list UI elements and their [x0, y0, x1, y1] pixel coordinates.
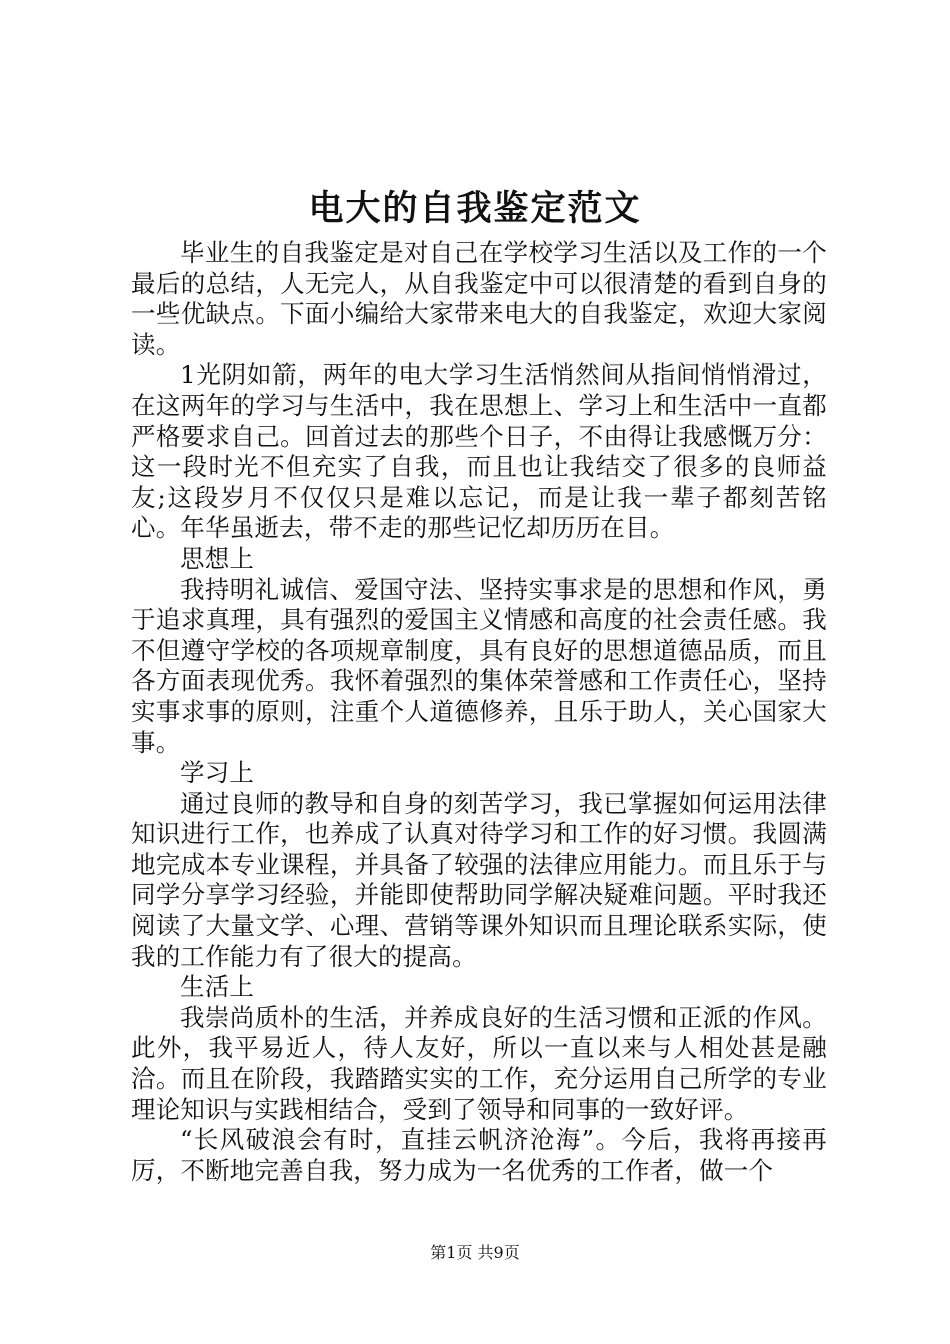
paragraph-intro: 毕业生的自我鉴定是对自己在学校学习生活以及工作的一个最后的总结，人无完人，从自我鉴定中可以很清楚的看到自身的一些优缺点。下面小编给大家带来电大的自我鉴定，欢迎大家阅读。 — [131, 238, 827, 359]
page-footer: 第1页 共9页 — [430, 1243, 520, 1262]
paragraph-reflection: 1光阴如箭，两年的电大学习生活悄然间从指间悄悄滑过，在这两年的学习与生活中，我在思想上、学习上和生活中一直都严格要求自己。回首过去的那些个日子，不由得让我感慨万分：这一段时光不但充实了自我，而且也让我结交了很多的良师益友;这段岁月不仅仅只是难以忘记，而是让我一辈子都刻苦铭心。年华虽逝去，带不走的那些记忆却历历在目。 — [131, 360, 827, 543]
section-heading-thought: 思想上 — [180, 543, 255, 573]
document-body — [131, 238, 827, 1186]
section-heading-life: 生活上 — [180, 972, 255, 1002]
document-title: 电大的自我鉴定范文 — [308, 188, 642, 229]
section-heading-study: 学习上 — [180, 758, 255, 788]
paragraph-study: 通过良师的教导和自身的刻苦学习，我已掌握如何运用法律知识进行工作，也养成了认真对待学习和工作的好习惯。我圆满地完成本专业课程，并具备了较强的法律应用能力。而且乐于与同学分享学习经验，并能即使帮助同学解决疑难问题。平时我还阅读了大量文学、心理、营销等课外知识而且理论联系实际，使我的工作能力有了很大的提高。 — [131, 788, 827, 971]
paragraph-thought: 我持明礼诚信、爱国守法、坚持实事求是的思想和作风，勇于追求真理，具有强烈的爱国主义情感和高度的社会责任感。我不但遵守学校的各项规章制度，具有良好的思想道德品质，而且各方面表现优秀。我怀着强烈的集体荣誉感和工作责任心，坚持实事求事的原则，注重个人道德修养，且乐于助人，关心国家大事。 — [131, 574, 827, 757]
paragraph-life: 我崇尚质朴的生活，并养成良好的生活习惯和正派的作风。此外，我平易近人，待人友好，所以一直以来与人相处甚是融洽。而且在阶段，我踏踏实实的工作，充分运用自己所学的专业理论知识与实践相结合，受到了领导和同事的一致好评。 — [131, 1002, 827, 1124]
paragraph-conclusion: “长风破浪会有时，直挂云帆济沧海”。今后，我将再接再厉，不断地完善自我，努力成为一名优秀的工作者，做一个 — [131, 1125, 827, 1185]
